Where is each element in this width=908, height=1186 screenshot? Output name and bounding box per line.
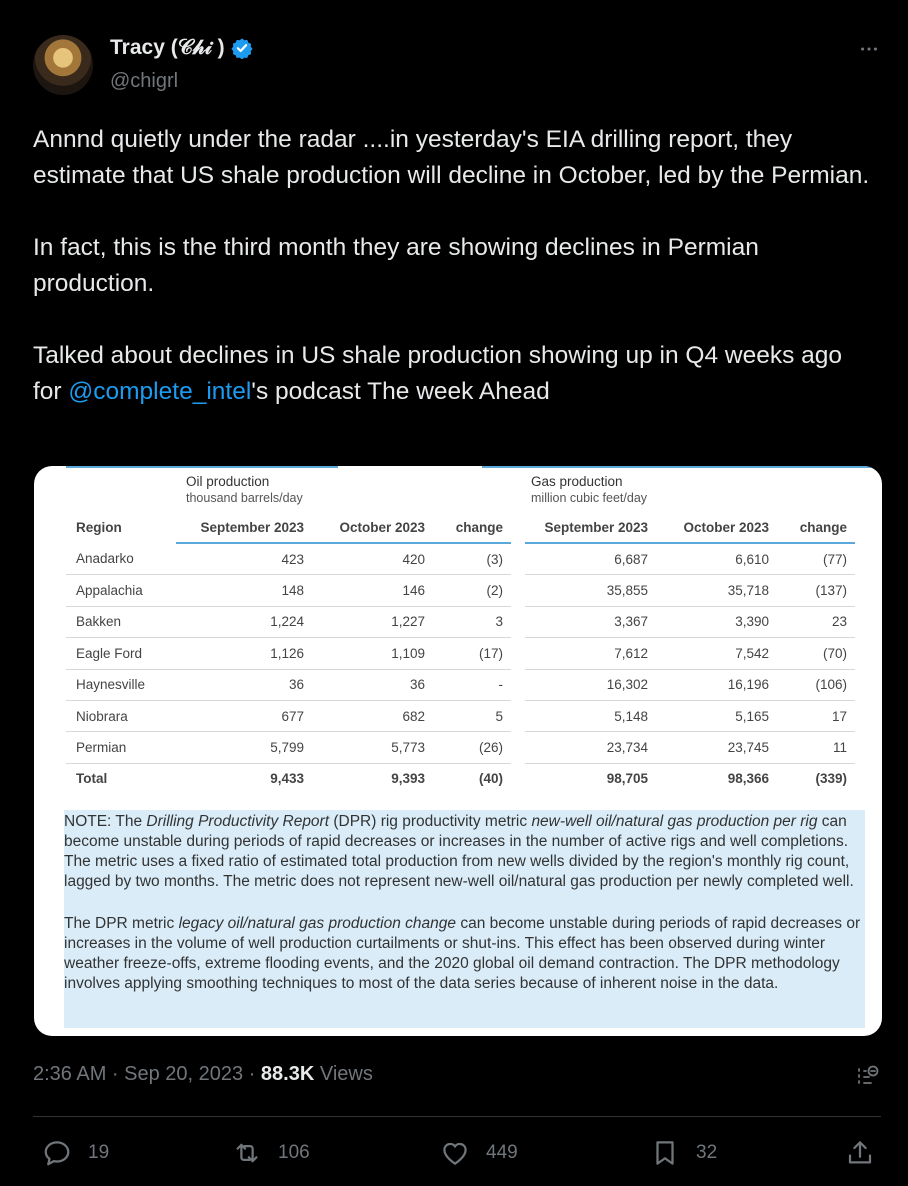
repost-button[interactable] bbox=[232, 1138, 310, 1168]
value-cell: 35,855 bbox=[525, 575, 656, 606]
author-name-row[interactable] bbox=[110, 36, 253, 60]
column-gap bbox=[511, 669, 525, 700]
value-cell: - bbox=[433, 669, 511, 700]
bookmark-button[interactable] bbox=[650, 1138, 717, 1168]
production-table bbox=[66, 514, 855, 794]
value-cell: 423 bbox=[176, 543, 312, 575]
note-box bbox=[64, 810, 865, 1028]
value-cell: (17) bbox=[433, 638, 511, 669]
table-total-row bbox=[66, 763, 855, 794]
value-cell: 5,165 bbox=[656, 700, 777, 731]
note-italic: new-well oil/natural gas production per rig bbox=[531, 813, 818, 830]
value-cell: 1,224 bbox=[176, 606, 312, 637]
column-header: change bbox=[777, 514, 855, 543]
column-header: Region bbox=[76, 520, 122, 535]
value-cell: 7,612 bbox=[525, 638, 656, 669]
note-text: (DPR) rig productivity metric bbox=[329, 813, 532, 830]
repost-icon bbox=[232, 1138, 262, 1168]
like-button[interactable] bbox=[440, 1138, 518, 1168]
like-count: 449 bbox=[486, 1142, 518, 1163]
value-cell: 3,390 bbox=[656, 606, 777, 637]
analytics-icon[interactable] bbox=[854, 1062, 882, 1090]
column-header: September 2023 bbox=[176, 514, 312, 543]
value-cell: 1,109 bbox=[312, 638, 433, 669]
divider-line bbox=[66, 466, 338, 468]
bookmark-count: 32 bbox=[696, 1142, 718, 1163]
region-cell: Total bbox=[76, 771, 108, 787]
column-gap bbox=[511, 638, 525, 669]
value-cell: 420 bbox=[312, 543, 433, 575]
gas-group-title: Gas production bbox=[531, 474, 623, 489]
gas-group-header bbox=[531, 474, 647, 506]
oil-group-title: Oil production bbox=[186, 474, 270, 489]
value-cell: 146 bbox=[312, 575, 433, 606]
value-cell: 16,196 bbox=[656, 669, 777, 700]
value-cell: 1,126 bbox=[176, 638, 312, 669]
value-cell: 98,705 bbox=[606, 771, 648, 787]
value-cell: 36 bbox=[312, 669, 433, 700]
region-cell: Anadarko bbox=[66, 543, 176, 575]
share-button[interactable] bbox=[845, 1138, 875, 1168]
value-cell: (77) bbox=[777, 543, 855, 575]
region-cell: Bakken bbox=[66, 606, 176, 637]
column-gap bbox=[511, 732, 525, 763]
reply-button[interactable] bbox=[42, 1138, 109, 1168]
bookmark-icon bbox=[650, 1138, 680, 1168]
note-text: can become unstable during periods of rapid decreases or increases in the volume of well production curtailments or shut-ins. This effect has been observed during winter weather freeze-offs, extreme flooding events, and the 2020 global oil demand contraction. The DPR methodology involves applying smoothing techniques to most of the data series because of inherent noise in the data. bbox=[64, 915, 861, 992]
column-gap bbox=[511, 606, 525, 637]
region-cell: Permian bbox=[66, 732, 176, 763]
value-cell: 5 bbox=[433, 700, 511, 731]
column-header: change bbox=[433, 514, 511, 543]
views-label: Views bbox=[314, 1063, 373, 1085]
verified-badge-icon bbox=[231, 37, 253, 59]
tweet-meta bbox=[33, 1063, 373, 1086]
note-paragraph-2 bbox=[64, 912, 865, 994]
value-cell: 23,745 bbox=[656, 732, 777, 763]
value-cell: 6,687 bbox=[525, 543, 656, 575]
value-cell: 1,227 bbox=[312, 606, 433, 637]
value-cell: 3 bbox=[433, 606, 511, 637]
attached-image[interactable] bbox=[34, 466, 882, 1036]
column-gap bbox=[511, 543, 525, 575]
table-row bbox=[66, 575, 855, 606]
tweet-text bbox=[33, 122, 873, 410]
mention-link[interactable]: @complete_intel bbox=[68, 378, 252, 405]
value-cell: (70) bbox=[777, 638, 855, 669]
timestamp[interactable]: 2:36 AM · Sep 20, 2023 · bbox=[33, 1063, 261, 1085]
note-paragraph-1 bbox=[64, 810, 865, 892]
column-gap bbox=[511, 575, 525, 606]
region-cell: Niobrara bbox=[66, 700, 176, 731]
oil-group-header bbox=[186, 474, 303, 506]
value-cell: 11 bbox=[777, 732, 855, 763]
heart-icon bbox=[440, 1138, 470, 1168]
tweet-paragraph-3: Talked about declines in US shale production showing up in Q4 weeks ago for bbox=[33, 342, 849, 405]
share-icon bbox=[845, 1138, 875, 1168]
divider-line bbox=[482, 466, 882, 468]
column-header: October 2023 bbox=[656, 514, 777, 543]
value-cell: 36 bbox=[176, 669, 312, 700]
region-cell: Eagle Ford bbox=[66, 638, 176, 669]
value-cell: (26) bbox=[433, 732, 511, 763]
table-row bbox=[66, 669, 855, 700]
column-header: October 2023 bbox=[312, 514, 433, 543]
note-text: NOTE: The bbox=[64, 813, 147, 830]
table-row bbox=[66, 606, 855, 637]
value-cell: 17 bbox=[777, 700, 855, 731]
avatar[interactable] bbox=[33, 35, 93, 95]
table-row bbox=[66, 543, 855, 575]
note-italic: Drilling Productivity Report bbox=[146, 813, 330, 830]
views-count: 88.3K bbox=[260, 1063, 315, 1085]
value-cell: (339) bbox=[815, 771, 847, 787]
table-row bbox=[66, 638, 855, 669]
value-cell: 98,366 bbox=[727, 771, 769, 787]
value-cell: 7,542 bbox=[656, 638, 777, 669]
repost-count: 106 bbox=[278, 1142, 310, 1163]
value-cell: (137) bbox=[777, 575, 855, 606]
tweet-paragraph-1: Annnd quietly under the radar ....in yesterday's EIA drilling report, they estimate that US shale production will decline in October, led by the Permian. bbox=[33, 126, 870, 189]
value-cell: 9,433 bbox=[270, 771, 304, 787]
value-cell: 16,302 bbox=[525, 669, 656, 700]
table-row bbox=[66, 732, 855, 763]
column-header: September 2023 bbox=[525, 514, 656, 543]
value-cell: 148 bbox=[176, 575, 312, 606]
value-cell: 6,610 bbox=[656, 543, 777, 575]
value-cell: (106) bbox=[777, 669, 855, 700]
column-gap bbox=[511, 700, 525, 731]
value-cell: 5,773 bbox=[312, 732, 433, 763]
value-cell: (40) bbox=[478, 771, 503, 787]
gas-group-unit: million cubic feet/day bbox=[531, 491, 648, 505]
note-text: can become unstable during periods of rapid decreases or increases in the number of active rigs and well completions. The metric uses a fixed ratio of estimated total production from new wells divided by the region's monthly rig count, lagged by two months. The metric does not represent new-well oil/natural gas production per newly completed well. bbox=[64, 813, 854, 890]
tweet-paragraph-3-end: 's podcast The week Ahead bbox=[251, 378, 550, 405]
reply-count: 19 bbox=[88, 1142, 110, 1163]
note-italic: legacy oil/natural gas production change bbox=[178, 915, 457, 932]
action-bar bbox=[0, 1136, 908, 1172]
value-cell: 23 bbox=[777, 606, 855, 637]
value-cell: 3,367 bbox=[525, 606, 656, 637]
region-cell: Appalachia bbox=[66, 575, 176, 606]
value-cell: 9,393 bbox=[391, 771, 425, 787]
value-cell: 35,718 bbox=[656, 575, 777, 606]
value-cell: 677 bbox=[176, 700, 312, 731]
author-name[interactable]: Tracy (𝒞𝒽𝒾 ) bbox=[110, 36, 225, 59]
value-cell: (3) bbox=[433, 543, 511, 575]
value-cell: 5,799 bbox=[176, 732, 312, 763]
region-cell: Haynesville bbox=[66, 669, 176, 700]
divider bbox=[33, 1116, 881, 1117]
value-cell: 682 bbox=[312, 700, 433, 731]
value-cell: (2) bbox=[433, 575, 511, 606]
column-gap bbox=[511, 763, 525, 794]
note-text: The DPR metric bbox=[64, 915, 179, 932]
value-cell: 5,148 bbox=[525, 700, 656, 731]
reply-icon bbox=[42, 1138, 72, 1168]
more-options-icon[interactable] bbox=[858, 38, 880, 60]
tweet-paragraph-2: In fact, this is the third month they are showing declines in Permian production. bbox=[33, 234, 766, 297]
oil-group-unit: thousand barrels/day bbox=[186, 491, 303, 505]
author-handle[interactable]: @chigrl bbox=[110, 70, 179, 92]
value-cell: 23,734 bbox=[525, 732, 656, 763]
table-row bbox=[66, 700, 855, 731]
